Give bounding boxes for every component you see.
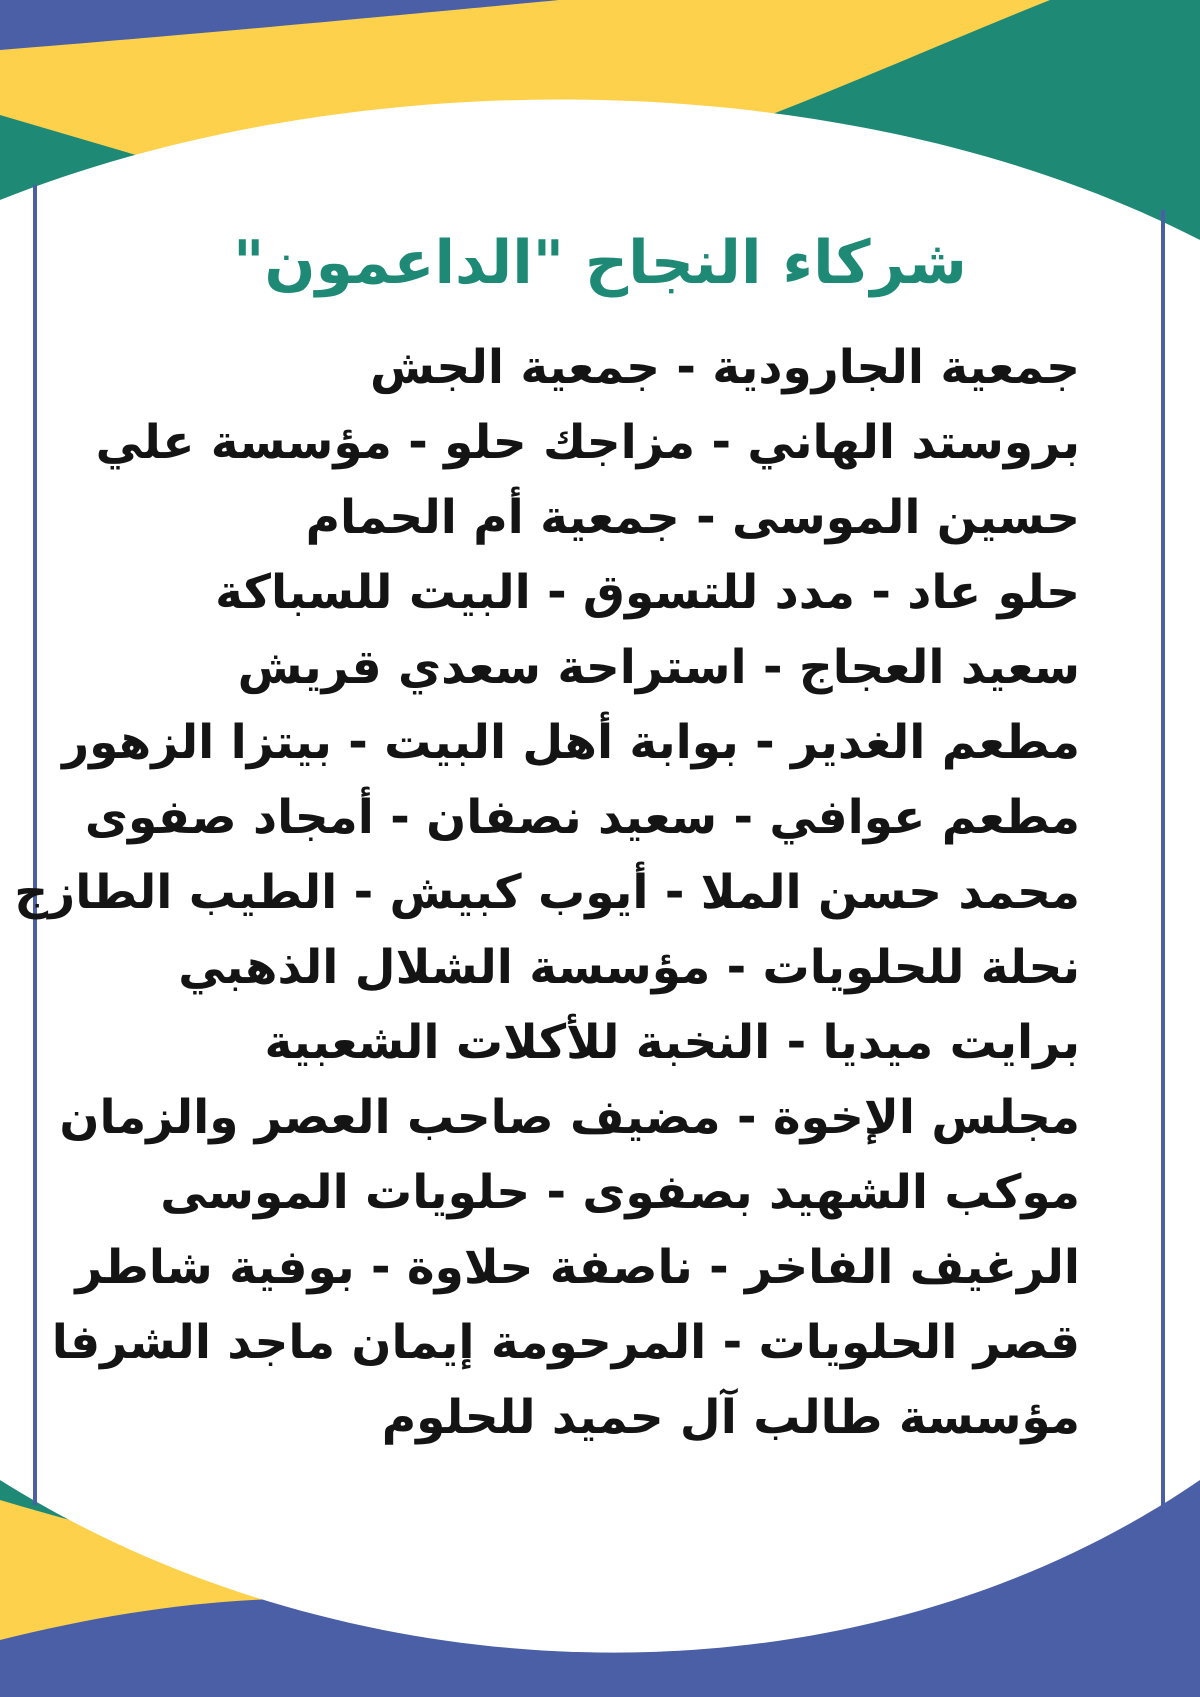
partner-line: مطعم الغدير - بوابة أهل البيت - بيتزا الزهور xyxy=(62,715,1080,770)
partner-line: الرغيف الفاخر - ناصفة حلاوة - بوفية شاطر xyxy=(75,1240,1080,1295)
partner-line: برايت ميديا - النخبة للأكلات الشعبية xyxy=(264,1015,1080,1070)
partner-line: حسين الموسى - جمعية أم الحمام xyxy=(305,490,1080,545)
page-title: شركاء النجاح "الداعمون" xyxy=(233,228,967,298)
partner-line: جمعية الجارودية - جمعية الجش xyxy=(369,340,1080,395)
partner-line: قصر الحلويات - المرحومة إيمان ماجد الشرفا xyxy=(51,1315,1080,1370)
content-area xyxy=(14,218,1130,1455)
partners-list xyxy=(14,330,1130,1455)
partner-line: مجلس الإخوة - مضيف صاحب العصر والزمان xyxy=(59,1090,1080,1145)
left-frame-line xyxy=(33,185,37,1505)
partner-line: سعيد العجاج - استراحة سعدي قريش xyxy=(237,640,1080,695)
partner-line: حلو عاد - مدد للتسوق - البيت للسباكة xyxy=(215,565,1080,620)
partner-line: نحلة للحلويات - مؤسسة الشلال الذهبي xyxy=(178,940,1080,995)
right-frame-line xyxy=(1161,210,1165,1550)
partner-line: موكب الشهيد بصفوى - حلويات الموسى xyxy=(160,1165,1080,1220)
partner-line: محمد حسن الملا - أيوب كبيش - الطيب الطازج xyxy=(14,865,1080,920)
partner-line: بروستد الهاني - مزاجك حلو - مؤسسة علي xyxy=(95,415,1080,470)
partner-line: مطعم عوافي - سعيد نصفان - أمجاد صفوى xyxy=(84,790,1080,845)
partner-line: مؤسسة طالب آل حميد للحلوم xyxy=(381,1390,1080,1445)
